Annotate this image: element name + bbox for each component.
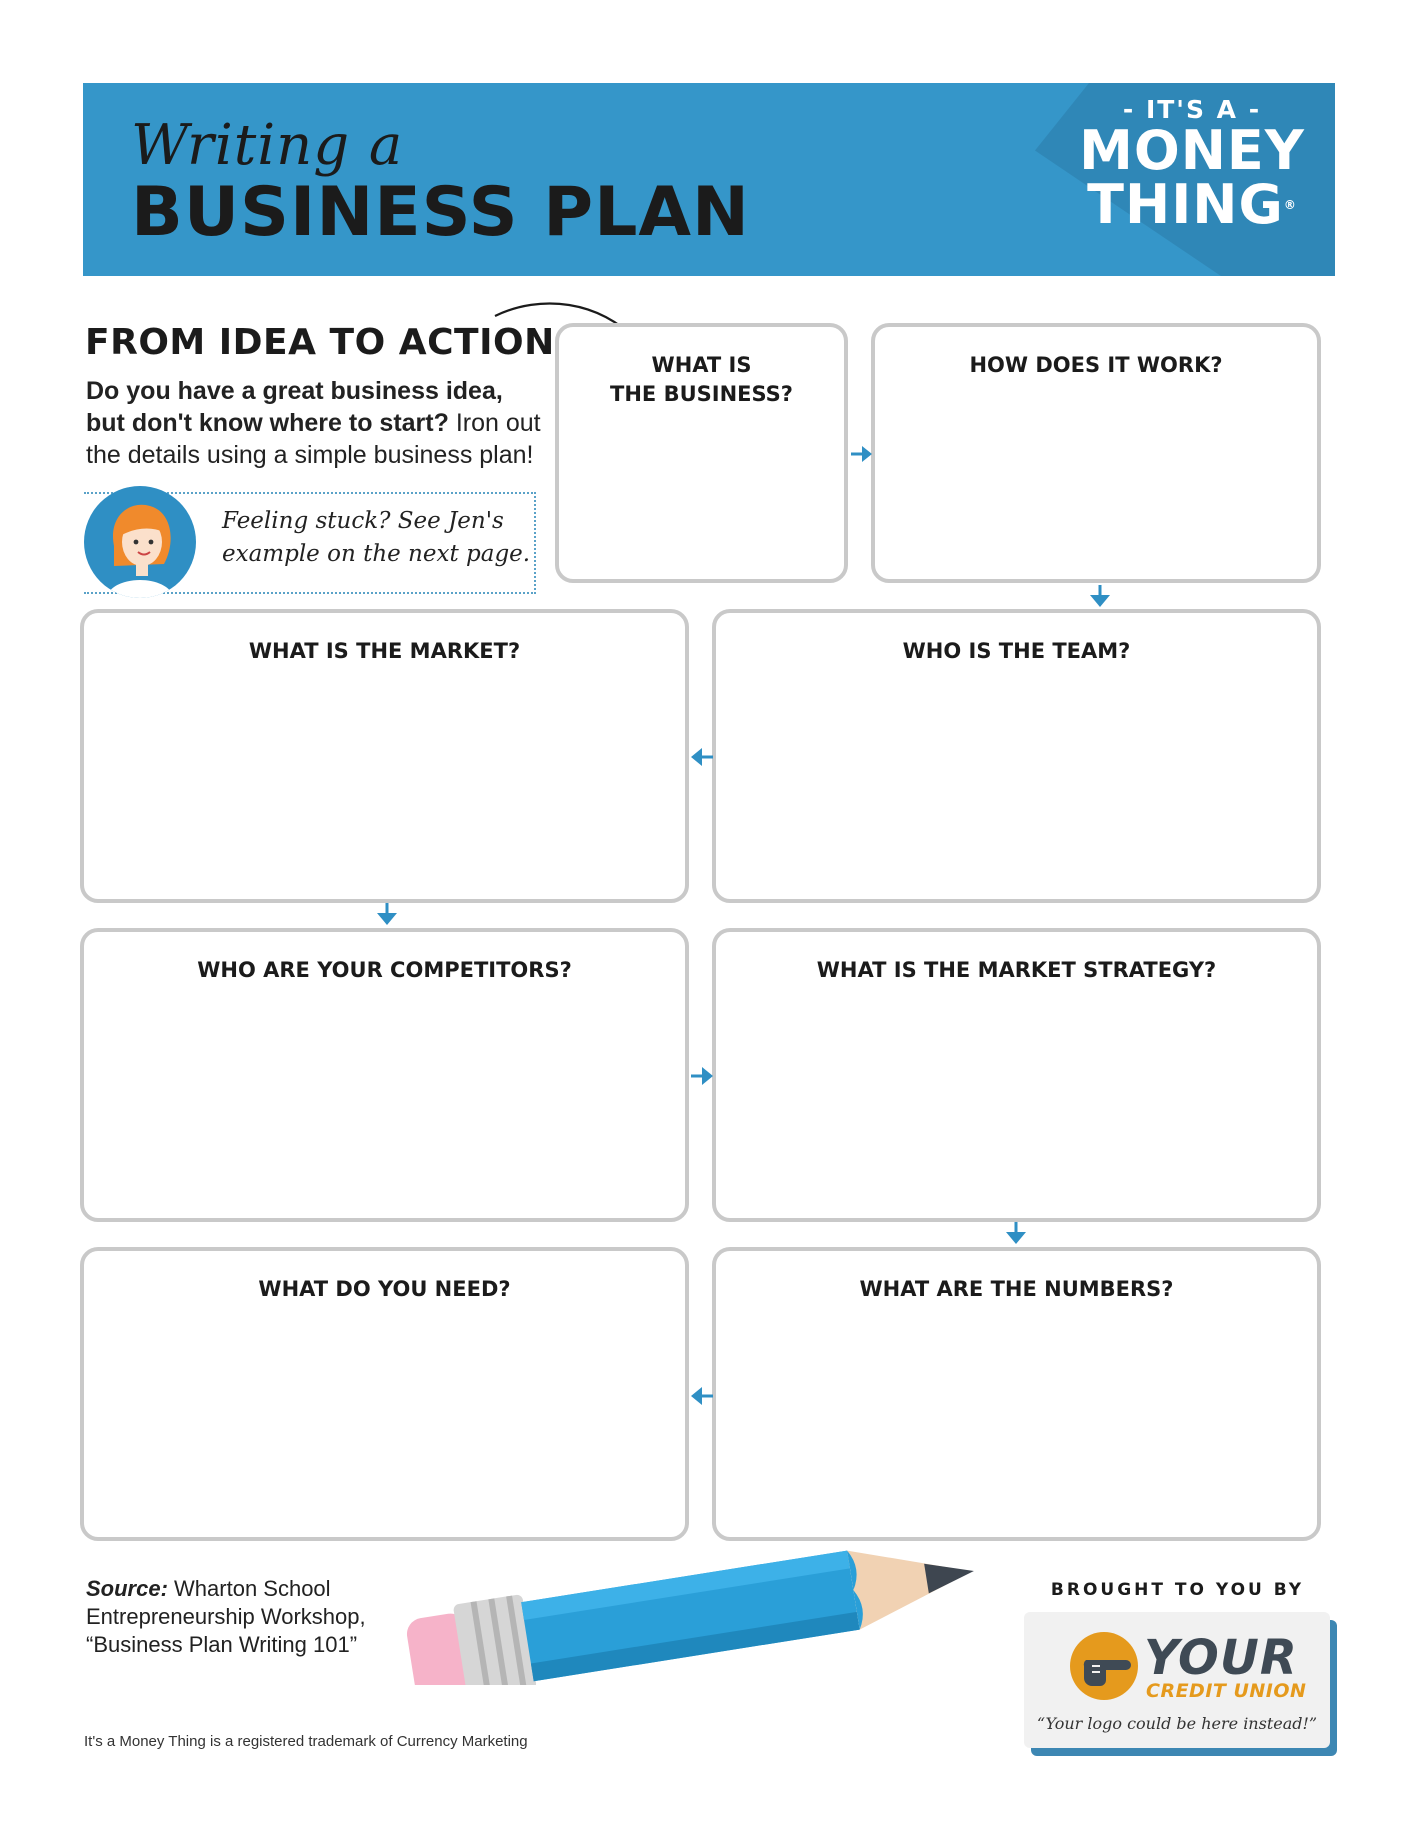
- box-numbers[interactable]: [712, 1247, 1321, 1541]
- arrow-left-icon: [690, 746, 714, 768]
- logo-your: YOUR: [1144, 1630, 1298, 1686]
- brand-line-1: MONEY: [1079, 119, 1305, 182]
- box-how-does-it-work-label: HOW DOES IT WORK?: [969, 353, 1223, 377]
- box-competitors-label: WHO ARE YOUR COMPETITORS?: [197, 958, 572, 982]
- brand-logo: [1067, 95, 1317, 236]
- box-what-is-market[interactable]: [80, 609, 689, 903]
- avatar-jen: [84, 486, 196, 598]
- intro-body-text: Iron out the details using a simple business plan!: [86, 409, 541, 469]
- box-market-strategy-label: WHAT IS THE MARKET STRATEGY?: [816, 958, 1217, 982]
- intro-bold-text: Do you have a great business idea, but don't know where to start?: [86, 377, 503, 437]
- pointing-hand-icon: [1068, 1630, 1140, 1702]
- box-what-is-business[interactable]: [555, 323, 848, 583]
- title-line-1: Writing a: [131, 113, 404, 178]
- box-numbers-label: WHAT ARE THE NUMBERS?: [859, 1277, 1174, 1301]
- arrow-down-icon: [1003, 1222, 1029, 1246]
- intro-text: [86, 375, 546, 471]
- source-text: Wharton School Entrepreneurship Workshop, “Business Plan Writing 101”: [86, 1576, 366, 1657]
- brand-pre: - IT'S A -: [1122, 95, 1262, 124]
- title-line-2: BUSINESS PLAN: [131, 173, 750, 252]
- brought-to-you-by: BROUGHT TO YOU BY: [1050, 1580, 1305, 1600]
- box-how-does-it-work[interactable]: [871, 323, 1321, 583]
- source-label: Source:: [86, 1576, 168, 1601]
- box-who-is-team[interactable]: [712, 609, 1321, 903]
- box-what-is-business-label: [559, 351, 844, 409]
- box-what-do-you-need[interactable]: [80, 1247, 689, 1541]
- arrow-left-icon: [690, 1385, 714, 1407]
- box-what-do-you-need-label: WHAT DO YOU NEED?: [258, 1277, 511, 1301]
- box-market-strategy[interactable]: [712, 928, 1321, 1222]
- arrow-down-icon: [374, 903, 400, 927]
- box-what-is-business-label-1: WHAT IS: [651, 353, 752, 377]
- logo-credit-union: CREDIT UNION: [1146, 1680, 1307, 1702]
- credit-union-logo-card: [1024, 1612, 1330, 1748]
- arrow-right-icon: [850, 444, 874, 464]
- box-what-is-business-label-2: THE BUSINESS?: [610, 382, 793, 406]
- arrow-down-icon: [1087, 585, 1113, 609]
- source-citation: [86, 1575, 416, 1659]
- trademark-notice: It's a Money Thing is a registered trademark of Currency Marketing: [84, 1733, 528, 1750]
- header-banner: [83, 83, 1335, 276]
- box-who-is-team-label: WHO IS THE TEAM?: [902, 639, 1131, 663]
- brand-line-2: THING: [1087, 173, 1284, 236]
- box-what-is-market-label: WHAT IS THE MARKET?: [248, 639, 521, 663]
- box-competitors[interactable]: [80, 928, 689, 1222]
- arrow-right-icon: [690, 1065, 714, 1087]
- registered-mark: ®: [1283, 198, 1297, 212]
- intro-heading: FROM IDEA TO ACTION: [85, 322, 555, 363]
- logo-tagline: “Your logo could be here instead!”: [1036, 1714, 1318, 1733]
- pencil-illustration: [395, 1515, 995, 1685]
- brand-line-2-wrap: [1067, 173, 1317, 236]
- stuck-text: Feeling stuck? See Jen's example on the next page.: [222, 508, 531, 567]
